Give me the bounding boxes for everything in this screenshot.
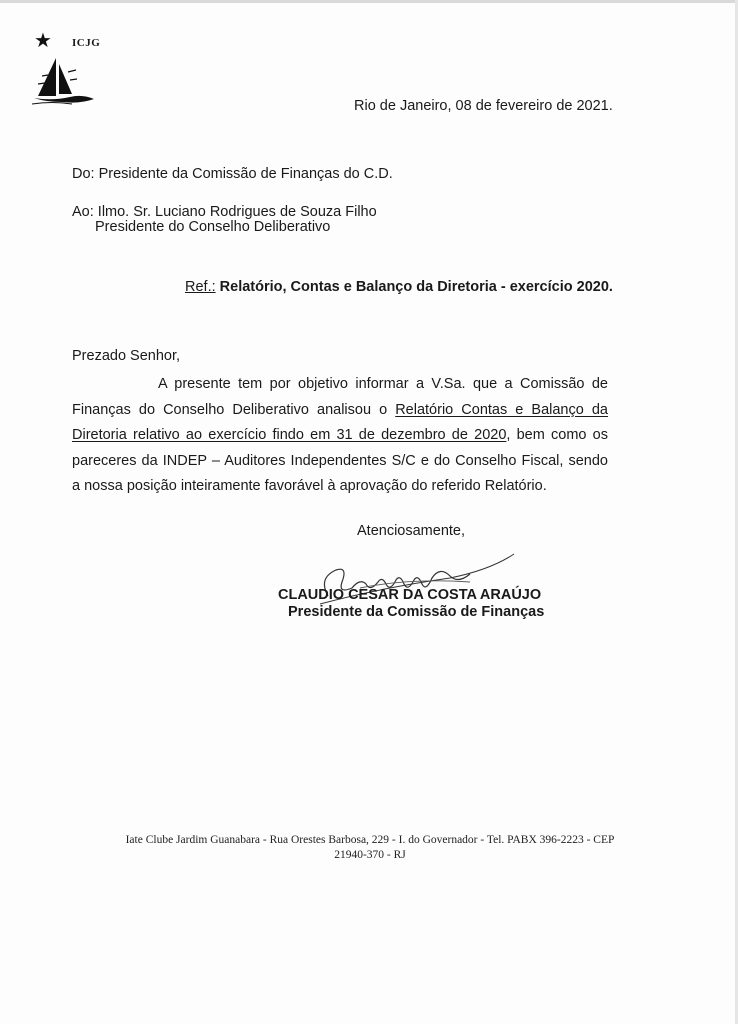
sailboat-logo-icon [32, 54, 102, 106]
body-underlined-text: Relatório Contas e Balanço da Diretoria relativo ao exercício findo em 31 de dezembro de 2020 [72, 401, 608, 443]
body-text-1: A presente tem por objetivo informar a V.Sa. que a Comissão de Finanças do Conselho Deliberativo analisou o [72, 376, 608, 418]
star-icon: ★ [34, 28, 52, 52]
body-text-2: , bem como os pareceres da INDEP – Auditores Independentes S/C e do Conselho Fiscal, sendo a nossa posição inteiramente favorável à aprovação do referido Relatório. [72, 427, 608, 494]
footer-line-2: 21940-370 - RJ [334, 849, 406, 861]
letter-date: Rio de Janeiro, 08 de fevereiro de 2021. [354, 98, 613, 114]
recipient-title: Presidente do Conselho Deliberativo [95, 219, 331, 235]
sender-line: Do: Presidente da Comissão de Finanças do C.D. [72, 166, 393, 182]
reference-label: Ref.: [185, 279, 216, 295]
signatory-name: CLAUDIO CESAR DA COSTA ARAÚJO [278, 587, 542, 603]
letter-body [72, 372, 608, 500]
footer-address [60, 833, 680, 863]
footer-line-1: Iate Clube Jardim Guanabara - Rua Orestes Barbosa, 229 - I. do Governador - Tel. PABX 396-2223 - CEP [125, 834, 615, 846]
scan-edge-top [0, 0, 738, 3]
club-logo [28, 28, 118, 108]
recipient-name: Ao: Ilmo. Sr. Luciano Rodrigues de Souza Filho [72, 204, 377, 220]
greeting: Prezado Senhor, [72, 348, 181, 364]
signatory-role: Presidente da Comissão de Finanças [288, 604, 545, 620]
reference-text: Relatório, Contas e Balanço da Diretoria - exercício 2020. [215, 279, 613, 295]
org-name: ICJG [72, 37, 101, 49]
closing: Atenciosamente, [357, 523, 466, 539]
reference-line [185, 280, 613, 295]
